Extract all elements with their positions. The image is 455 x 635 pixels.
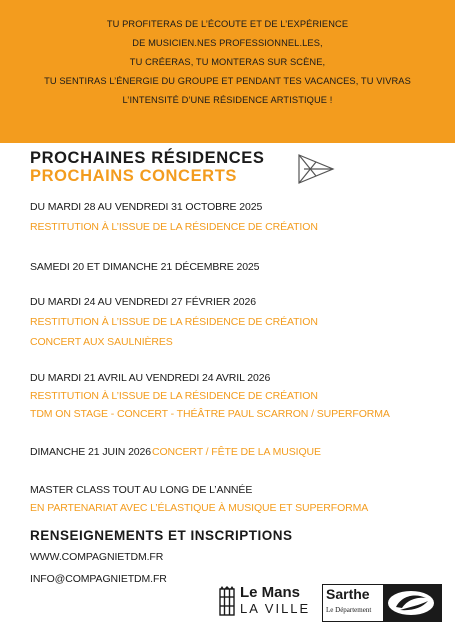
le-mans-name: Le Mans: [240, 584, 301, 601]
banner-line-2: DE MUSICIEN.NES PROFESSIONNEL.LES,: [132, 38, 323, 48]
event-6-detail: EN PARTENARIAT AVEC L’ÉLASTIQUE À MUSIQUE ET SUPERFORMA: [30, 502, 369, 514]
sarthe-text-block: [323, 585, 383, 621]
event-4-concert: TDM ON STAGE - CONCERT - THÉÂTRE PAUL SCARRON / SUPERFORMA: [30, 408, 390, 420]
triangle-logo-icon: [296, 152, 336, 186]
orange-banner: [0, 0, 455, 143]
event-3-concert: CONCERT AUX SAULNIÈRES: [30, 336, 173, 348]
event-1-detail: RESTITUTION À L’ISSUE DE LA RÉSIDENCE DE CRÉATION: [30, 221, 318, 233]
sarthe-logo: [322, 584, 442, 622]
sarthe-emblem-icon: [386, 589, 436, 617]
event-4-date: DU MARDI 21 AVRIL AU VENDREDI 24 AVRIL 2026: [30, 372, 271, 384]
sarthe-sub: Le Département: [326, 606, 372, 614]
event-5-date: DIMANCHE 21 JUIN 2026: [30, 446, 152, 458]
sarthe-name: Sarthe: [326, 586, 370, 602]
banner-line-3: TU CRÉERAS, TU MONTERAS SUR SCÈNE,: [129, 57, 326, 67]
email-link[interactable]: INFO@COMPAGNIETDM.FR: [30, 573, 167, 585]
event-3-detail: RESTITUTION À L’ISSUE DE LA RÉSIDENCE DE CRÉATION: [30, 316, 318, 328]
heading-residences: PROCHAINES RÉSIDENCES: [30, 149, 265, 167]
le-mans-sub: LA VILLE: [240, 601, 311, 616]
heading-concerts: PROCHAINS CONCERTS: [30, 167, 237, 185]
banner-line-5: L’INTENSITÉ D’UNE RÉSIDENCE ARTISTIQUE !: [122, 95, 333, 105]
event-6-title: MASTER CLASS TOUT AU LONG DE L’ANNÉE: [30, 484, 253, 496]
banner-text: [0, 15, 455, 110]
event-2-date: SAMEDI 20 ET DIMANCHE 21 DÉCEMBRE 2025: [30, 261, 260, 273]
banner-line-4: TU SENTIRAS L’ÉNERGIE DU GROUPE ET PENDANT TES VACANCES, TU VIVRAS: [44, 76, 411, 86]
info-title: RENSEIGNEMENTS ET INSCRIPTIONS: [30, 528, 293, 543]
crest-icon: [218, 586, 236, 618]
event-1-date: DU MARDI 28 AU VENDREDI 31 OCTOBRE 2025: [30, 201, 263, 213]
event-3-date: DU MARDI 24 AU VENDREDI 27 FÉVRIER 2026: [30, 296, 257, 308]
banner-line-1: TU PROFITERAS DE L’ÉCOUTE ET DE L’EXPÉRIENCE: [106, 19, 349, 29]
le-mans-logo: [218, 584, 313, 624]
event-4-detail: RESTITUTION À L’ISSUE DE LA RÉSIDENCE DE CRÉATION: [30, 390, 318, 402]
event-5-concert: CONCERT / FÊTE DE LA MUSIQUE: [152, 446, 321, 458]
website-link[interactable]: WWW.COMPAGNIETDM.FR: [30, 551, 164, 563]
